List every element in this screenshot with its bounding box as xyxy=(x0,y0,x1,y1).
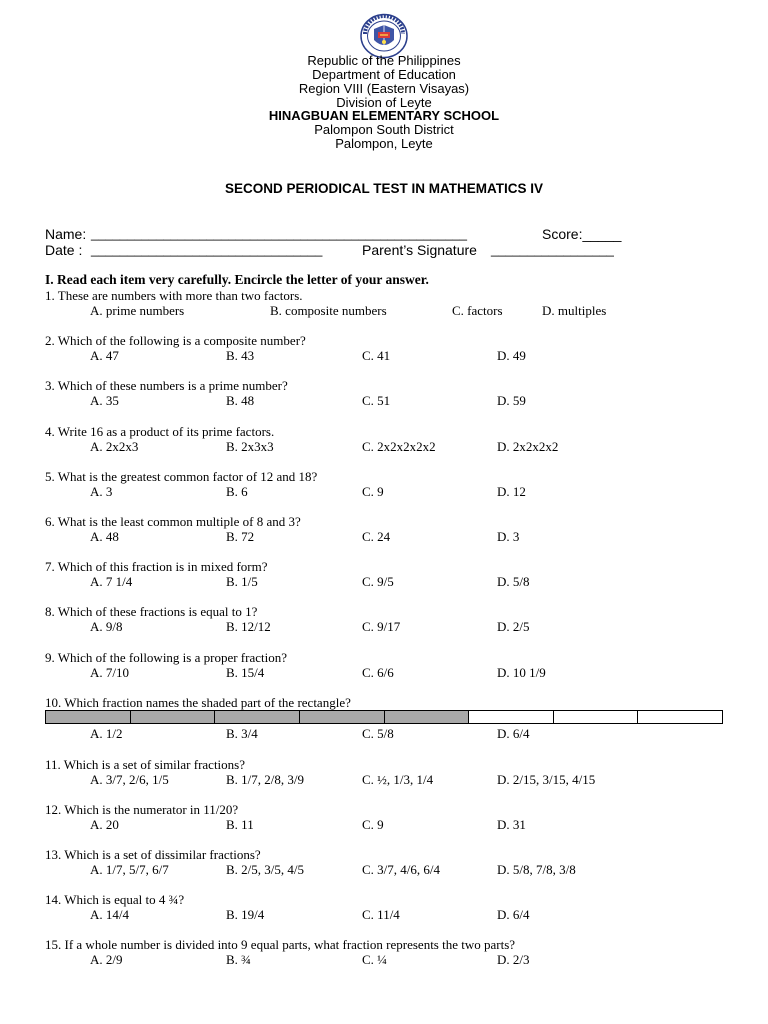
question-3-choice-a[interactable]: A. 35 xyxy=(90,393,119,408)
question-7-choice-a[interactable]: A. 7 1/4 xyxy=(90,574,133,589)
question-7-choice-c[interactable]: C. 9/5 xyxy=(362,574,394,589)
header-district: Palompon South District xyxy=(314,122,454,137)
question-11-choice-b[interactable]: B. 1/7, 2/8, 3/9 xyxy=(226,772,305,787)
question-11-choice-d[interactable]: D. 2/15, 3/15, 4/15 xyxy=(497,772,596,787)
question-1-choice-a[interactable]: A. prime numbers xyxy=(90,303,185,318)
instructions: I. Read each item very carefully. Encircle the letter of your answer. xyxy=(45,272,429,287)
question-5-choice-d[interactable]: D. 12 xyxy=(497,484,526,499)
rectangle-part-shaded xyxy=(300,711,385,723)
question-1-text: 1. These are numbers with more than two factors. xyxy=(45,288,303,303)
question-12-text: 12. Which is the numerator in 11/20? xyxy=(45,802,239,817)
question-6-choice-c[interactable]: C. 24 xyxy=(362,529,391,544)
question-7-choice-b[interactable]: B. 1/5 xyxy=(226,574,258,589)
question-9-choice-a[interactable]: A. 7/10 xyxy=(90,665,129,680)
question-5-choice-b[interactable]: B. 6 xyxy=(226,484,248,499)
header-school: HINAGBUAN ELEMENTARY SCHOOL xyxy=(268,108,500,123)
name-label: Name: xyxy=(45,226,87,242)
question-15-text: 15. If a whole number is divided into 9 equal parts, what fraction represents the two parts? xyxy=(45,937,516,952)
parent-signature-label: Parent’s Signature xyxy=(362,242,477,258)
question-6-choice-b[interactable]: B. 72 xyxy=(226,529,255,544)
rectangle-part-unshaded xyxy=(638,711,722,723)
rectangle-part-shaded xyxy=(385,711,470,723)
question-13-choice-d[interactable]: D. 5/8, 7/8, 3/8 xyxy=(497,862,576,877)
question-10-choice-c[interactable]: C. 5/8 xyxy=(362,726,394,741)
question-13-choice-a[interactable]: A. 1/7, 5/7, 6/7 xyxy=(90,862,169,877)
question-15-choice-a[interactable]: A. 2/9 xyxy=(90,952,123,967)
rectangle-part-shaded xyxy=(215,711,300,723)
question-3-text: 3. Which of these numbers is a prime number? xyxy=(45,378,288,393)
question-9-choice-b[interactable]: B. 15/4 xyxy=(226,665,265,680)
date-label: Date : xyxy=(45,242,83,258)
header-department: Department of Education xyxy=(312,67,456,82)
question-9-text: 9. Which of the following is a proper fraction? xyxy=(45,650,287,665)
question-3-choice-c[interactable]: C. 51 xyxy=(362,393,391,408)
question-14-choice-d[interactable]: D. 6/4 xyxy=(497,907,530,922)
question-11-choice-c[interactable]: C. ½, 1/3, 1/4 xyxy=(362,772,434,787)
question-9-choice-d[interactable]: D. 10 1/9 xyxy=(497,665,546,680)
question-12-choice-c[interactable]: C. 9 xyxy=(362,817,384,832)
parent-signature-field[interactable]: _________________ xyxy=(491,242,614,257)
question-8-choice-a[interactable]: A. 9/8 xyxy=(90,619,123,634)
question-6-choice-a[interactable]: A. 48 xyxy=(90,529,119,544)
question-7-text: 7. Which of this fraction is in mixed form? xyxy=(45,559,268,574)
question-9-choice-c[interactable]: C. 6/6 xyxy=(362,665,394,680)
name-field[interactable]: ____________________________________________________ xyxy=(91,226,467,241)
question-4-choice-a[interactable]: A. 2x2x3 xyxy=(90,439,139,454)
question-2-choice-c[interactable]: C. 41 xyxy=(362,348,391,363)
question-14-text: 14. Which is equal to 4 ¾? xyxy=(45,892,185,907)
question-8-choice-c[interactable]: C. 9/17 xyxy=(362,619,401,634)
question-15-choice-d[interactable]: D. 2/3 xyxy=(497,952,530,967)
question-10-choice-a[interactable]: A. 1/2 xyxy=(90,726,123,741)
fraction-rectangle xyxy=(45,710,723,724)
question-4-text: 4. Write 16 as a product of its prime factors. xyxy=(45,424,275,439)
question-15-choice-c[interactable]: C. ¼ xyxy=(362,952,387,967)
rectangle-part-shaded xyxy=(131,711,216,723)
question-11-text: 11. Which is a set of similar fractions? xyxy=(45,757,246,772)
question-14-choice-b[interactable]: B. 19/4 xyxy=(226,907,265,922)
question-12-choice-a[interactable]: A. 20 xyxy=(90,817,119,832)
rectangle-part-shaded xyxy=(46,711,131,723)
rectangle-part-unshaded xyxy=(554,711,639,723)
question-14-choice-a[interactable]: A. 14/4 xyxy=(90,907,129,922)
question-1-choice-b[interactable]: B. composite numbers xyxy=(270,303,387,318)
header-division: Division of Leyte xyxy=(336,95,432,110)
question-12-choice-d[interactable]: D. 31 xyxy=(497,817,526,832)
question-2-choice-b[interactable]: B. 43 xyxy=(226,348,255,363)
question-5-choice-a[interactable]: A. 3 xyxy=(90,484,113,499)
question-10-text: 10. Which fraction names the shaded part of the rectangle? xyxy=(45,695,351,710)
question-6-text: 6. What is the least common multiple of 8 and 3? xyxy=(45,514,301,529)
question-5-text: 5. What is the greatest common factor of 12 and 18? xyxy=(45,469,318,484)
test-title: SECOND PERIODICAL TEST IN MATHEMATICS IV xyxy=(224,181,543,196)
header-country: Republic of the Philippines xyxy=(307,53,461,68)
score-field[interactable]: Score:_____ xyxy=(542,226,622,242)
question-13-choice-c[interactable]: C. 3/7, 4/6, 6/4 xyxy=(362,862,441,877)
question-8-choice-b[interactable]: B. 12/12 xyxy=(226,619,271,634)
question-3-choice-d[interactable]: D. 59 xyxy=(497,393,526,408)
question-6-choice-d[interactable]: D. 3 xyxy=(497,529,520,544)
header-town: Palompon, Leyte xyxy=(335,136,433,151)
question-15-choice-b[interactable]: B. ¾ xyxy=(226,952,251,967)
question-10-choice-d[interactable]: D. 6/4 xyxy=(497,726,530,741)
question-2-choice-d[interactable]: D. 49 xyxy=(497,348,526,363)
date-field[interactable]: ________________________________ xyxy=(91,242,323,257)
question-11-choice-a[interactable]: A. 3/7, 2/6, 1/5 xyxy=(90,772,169,787)
question-7-choice-d[interactable]: D. 5/8 xyxy=(497,574,530,589)
question-13-text: 13. Which is a set of dissimilar fractions? xyxy=(45,847,261,862)
question-4-choice-d[interactable]: D. 2x2x2x2 xyxy=(497,439,559,454)
question-8-choice-d[interactable]: D. 2/5 xyxy=(497,619,530,634)
question-5-choice-c[interactable]: C. 9 xyxy=(362,484,384,499)
question-4-choice-b[interactable]: B. 2x3x3 xyxy=(226,439,274,454)
question-10-choice-b[interactable]: B. 3/4 xyxy=(226,726,258,741)
question-1-choice-c[interactable]: C. factors xyxy=(452,303,503,318)
question-4-choice-c[interactable]: C. 2x2x2x2x2 xyxy=(362,439,436,454)
question-2-text: 2. Which of the following is a composite number? xyxy=(45,333,306,348)
question-1-choice-d[interactable]: D. multiples xyxy=(542,303,607,318)
question-2-choice-a[interactable]: A. 47 xyxy=(90,348,119,363)
question-3-choice-b[interactable]: B. 48 xyxy=(226,393,255,408)
rectangle-part-unshaded xyxy=(469,711,554,723)
question-13-choice-b[interactable]: B. 2/5, 3/5, 4/5 xyxy=(226,862,305,877)
question-8-text: 8. Which of these fractions is equal to 1? xyxy=(45,604,258,619)
question-12-choice-b[interactable]: B. 11 xyxy=(226,817,254,832)
question-14-choice-c[interactable]: C. 11/4 xyxy=(362,907,400,922)
header-region: Region VIII (Eastern Visayas) xyxy=(298,81,470,96)
